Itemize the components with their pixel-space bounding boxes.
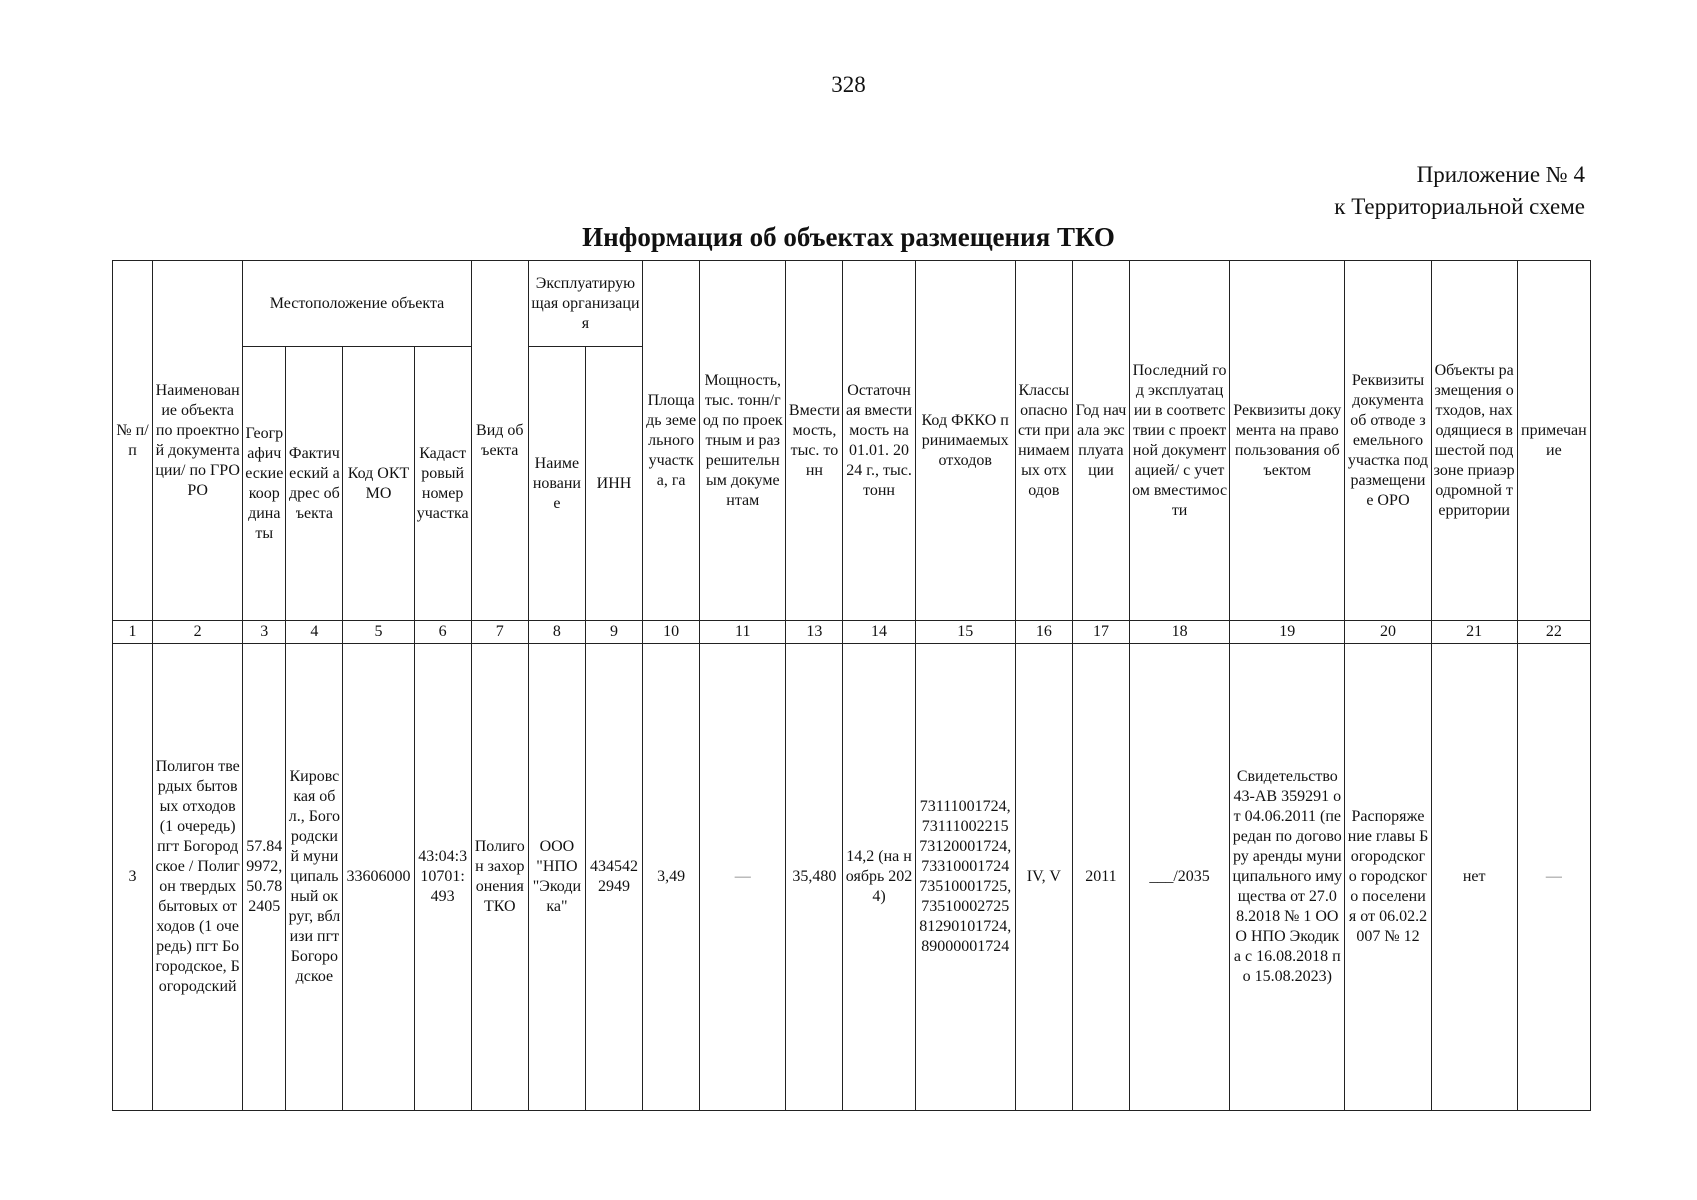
cell-capacity: — (700, 644, 786, 1111)
cell-name: Полигон твердых бытовых отходов (1 очередь) пгт Богородское / Полигон твердых бытовых отходов (1 очередь) пгт Богородское, Богородский (153, 644, 243, 1111)
header-num: № п/п (113, 261, 153, 621)
header-inn: ИНН (585, 347, 642, 621)
column-number: 7 (471, 621, 528, 644)
header-fkko: Код ФККО принимаемых отходов (915, 261, 1015, 621)
column-number: 11 (700, 621, 786, 644)
header-address: Фактический адрес объекта (286, 347, 343, 621)
header-object-type: Вид объекта (471, 261, 528, 621)
column-number: 6 (414, 621, 471, 644)
header-location-group: Местоположение объекта (243, 261, 471, 347)
column-number: 8 (528, 621, 585, 644)
column-number: 22 (1517, 621, 1590, 644)
column-number: 2 (153, 621, 243, 644)
cell-use-right: Свидетельство 43-АВ 359291 от 04.06.2011 (передан по договору аренды муниципального имущества от 27.08.2018 № 1 ООО НПО Экодика с 16.08.2018 по 15.08.2023) (1230, 644, 1345, 1111)
header-use-right: Реквизиты документа на право пользования объектом (1230, 261, 1345, 621)
cell-address: Кировская обл., Богородский муниципальный округ, вблизи пгт Богородское (286, 644, 343, 1111)
table-row (113, 644, 1591, 1111)
cell-hazard: IV, V (1015, 644, 1072, 1111)
header-remaining: Остаточная вместимость на 01.01. 2024 г., тыс. тонн (843, 261, 915, 621)
column-number: 21 (1431, 621, 1517, 644)
column-number: 20 (1345, 621, 1431, 644)
header-area: Площадь земельного участка, га (643, 261, 700, 621)
column-number: 14 (843, 621, 915, 644)
cell-volume: 35,480 (786, 644, 843, 1111)
appendix-caption (1334, 159, 1585, 223)
header-land-doc: Реквизиты документа об отводе земельного участка под размещение ОРО (1345, 261, 1431, 621)
cell-cadastral: 43:04:310701:493 (414, 644, 471, 1111)
header-oktmo: Код ОКТМО (343, 347, 414, 621)
column-number: 10 (643, 621, 700, 644)
column-number: 16 (1015, 621, 1072, 644)
appendix-line-1: Приложение № 4 (1416, 162, 1585, 187)
header-capacity: Мощность, тыс. тонн/год по проектным и разрешительным документам (700, 261, 786, 621)
appendix-line-2: к Территориальной схеме (1334, 194, 1585, 219)
cell-oktmo: 33606000 (343, 644, 414, 1111)
column-number-row (113, 621, 1591, 644)
header-airport-zone: Объекты размещения отходов, находящиеся в шестой подзоне приаэродромной территории (1431, 261, 1517, 621)
header-volume: Вместимость, тыс. тонн (786, 261, 843, 621)
cell-land-doc: Распоряжение главы Богородского городского поселения от 06.02.2007 № 12 (1345, 644, 1431, 1111)
header-note: примечание (1517, 261, 1590, 621)
cell-note: — (1517, 644, 1590, 1111)
header-cadastral: Кадастровый номер участка (414, 347, 471, 621)
column-number: 13 (786, 621, 843, 644)
column-number: 17 (1072, 621, 1129, 644)
column-number: 15 (915, 621, 1015, 644)
column-number: 5 (343, 621, 414, 644)
header-operator-group: Эксплуатирующая организация (528, 261, 642, 347)
column-number: 4 (286, 621, 343, 644)
cell-inn: 4345422949 (585, 644, 642, 1111)
cell-start-year: 2011 (1072, 644, 1129, 1111)
column-number: 19 (1230, 621, 1345, 644)
cell-remaining: 14,2 (на ноябрь 2024) (843, 644, 915, 1111)
cell-fkko: 73111001724, 73111002215 73120001724, 73310001724 73510001725, 73510002725 81290101724, 89000001724 (915, 644, 1015, 1111)
header-name: Наименование объекта по проектной документации/ по ГРОРО (153, 261, 243, 621)
cell-area: 3,49 (643, 644, 700, 1111)
column-number: 1 (113, 621, 153, 644)
document-title: Информация об объектах размещения ТКО (582, 222, 1115, 252)
header-start-year: Год начала эксплуатации (1072, 261, 1129, 621)
cell-last-year: ___/2035 (1130, 644, 1230, 1111)
cell-object-type: Полигон захоронения ТКО (471, 644, 528, 1111)
cell-num: 3 (113, 644, 153, 1111)
waste-objects-table (112, 260, 1591, 1111)
header-hazard: Классы опасности принимаемых отходов (1015, 261, 1072, 621)
page-number: 328 (831, 72, 866, 97)
header-geo: Географические координаты (243, 347, 286, 621)
column-number: 18 (1130, 621, 1230, 644)
cell-geo: 57.849972, 50.782405 (243, 644, 286, 1111)
header-last-year: Последний год эксплуатации в соответствии с проектной документацией/ с учетом вместимости (1130, 261, 1230, 621)
column-number: 9 (585, 621, 642, 644)
cell-airport-zone: нет (1431, 644, 1517, 1111)
header-operator-name: Наименование (528, 347, 585, 621)
column-number: 3 (243, 621, 286, 644)
cell-operator-name: ООО "НПО "Экодика" (528, 644, 585, 1111)
